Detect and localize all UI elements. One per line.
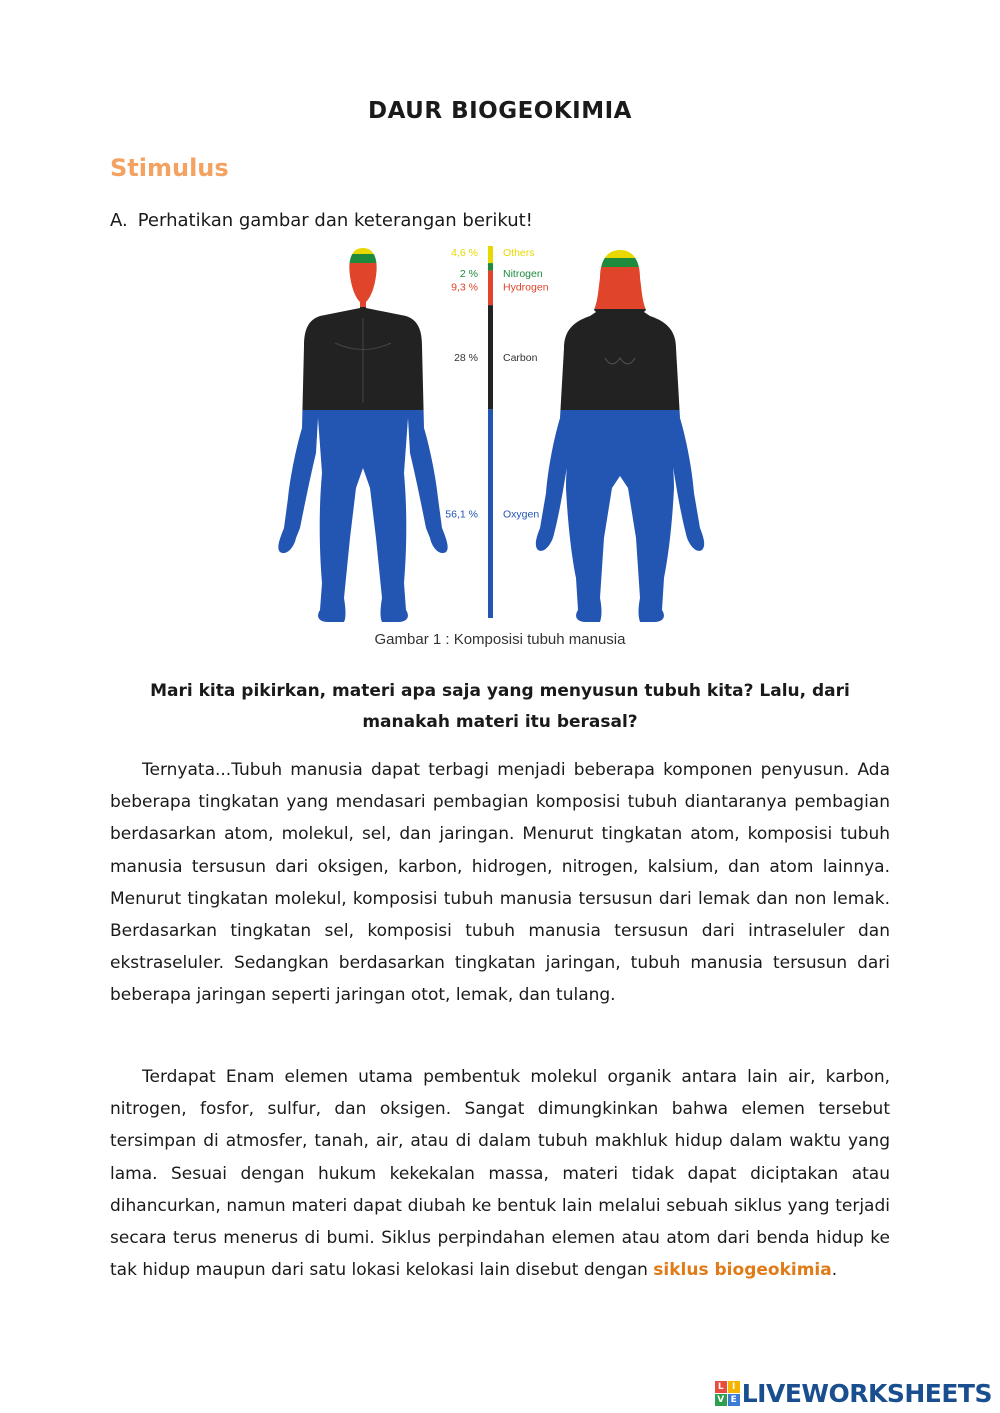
logo-text: LIVEWORKSHEETS — [741, 1378, 992, 1408]
paragraph-2 — [110, 1061, 890, 1286]
percent-label-others: 4,6 % — [451, 247, 478, 259]
percent-label-carbon: 28 % — [454, 352, 478, 365]
percent-label-oxygen: 56,1 % — [445, 508, 478, 521]
element-label-hydrogen: Hydrogen — [503, 281, 549, 294]
composition-bar — [488, 246, 493, 618]
element-label-others: Others — [503, 247, 535, 259]
male-figure — [260, 238, 500, 628]
instruction-text: Perhatikan gambar dan keterangan berikut! — [137, 210, 533, 231]
figure-caption: Gambar 1 : Komposisi tubuh manusia — [374, 631, 626, 648]
page-title: DAUR BIOGEOKIMIA — [368, 98, 632, 124]
paragraph-1: Ternyata...Tubuh manusia dapat terbagi menjadi beberapa komponen penyusun. Ada beberapa tingkatan yang mendasari pembagian komposisi tubuh diantaranya pembagian berdasarkan atom, molekul, sel, dan jaringan. Menurut tingkatan atom, komposisi tubuh manusia tersusun dari oksigen, karbon, hidrogen, nitrogen, kalsium, dan atom lainnya. Menurut tingkatan molekul, komposisi tubuh manusia tersusun dari lemak dan non lemak. Berdasarkan tingkatan sel, komposisi tubuh manusia tersusun dari intraseluler dan ekstraseluler. Sedangkan berdasarkan tingkatan jaringan, tubuh manusia tersusun dari beberapa jaringan seperti jaringan otot, lemak, dan tulang. — [110, 760, 890, 1006]
bar-segment-carbon — [488, 305, 493, 409]
highlight-term: siklus biogeokimia — [653, 1260, 832, 1281]
paragraph-2-text: Terdapat Enam elemen utama pembentuk molekul organik antara lain air, karbon, nitrogen, fosfor, sulfur, dan oksigen. Sangat dimungkinkan bahwa elemen tersebut tersimpan di atmosfer, tanah, air, atau di dalam tubuh makhluk hidup dalam waktu yang lama. Sesuai dengan hukum kekekalan massa, materi tidak dapat diciptakan atau dihancurkan, namun materi dapat diubah ke bentuk lain melalui sebuah siklus yang terjadi secara terus menerus di bumi. Siklus perpindahan elemen atau atom dari benda hidup ke tak hidup maupun dari satu lokasi kelokasi lain disebut dengan — [110, 1067, 890, 1281]
element-label-nitrogen: Nitrogen — [503, 268, 543, 281]
percent-label-nitrogen: 2 % — [459, 268, 478, 281]
instruction-label: A. — [110, 210, 128, 231]
instruction — [110, 210, 533, 231]
bar-segment-hydrogen — [488, 271, 493, 306]
percent-label-hydrogen: 9,3 % — [451, 281, 478, 294]
bar-segment-others — [488, 246, 493, 263]
section-heading: Stimulus — [110, 154, 229, 182]
body-composition-illustration — [260, 238, 740, 628]
guiding-question: Mari kita pikirkan, materi apa saja yang menyusun tubuh kita? Lalu, dari manakah materi itu berasal? — [150, 681, 850, 732]
logo-tile: I — [728, 1381, 740, 1393]
logo-tile: V — [715, 1394, 727, 1406]
logo-tiles — [715, 1381, 740, 1406]
logo-tile: E — [728, 1394, 740, 1406]
liveworksheets-logo[interactable] — [715, 1376, 992, 1410]
composition-labels — [445, 247, 548, 521]
element-label-oxygen: Oxygen — [503, 508, 540, 521]
body-composition-figure — [260, 238, 740, 628]
paragraph-2-period: . — [831, 1260, 838, 1281]
female-figure — [500, 238, 740, 628]
element-label-carbon: Carbon — [503, 352, 538, 365]
logo-tile: L — [715, 1381, 727, 1393]
bar-segment-nitrogen — [488, 263, 493, 270]
bar-segment-oxygen — [488, 409, 493, 618]
